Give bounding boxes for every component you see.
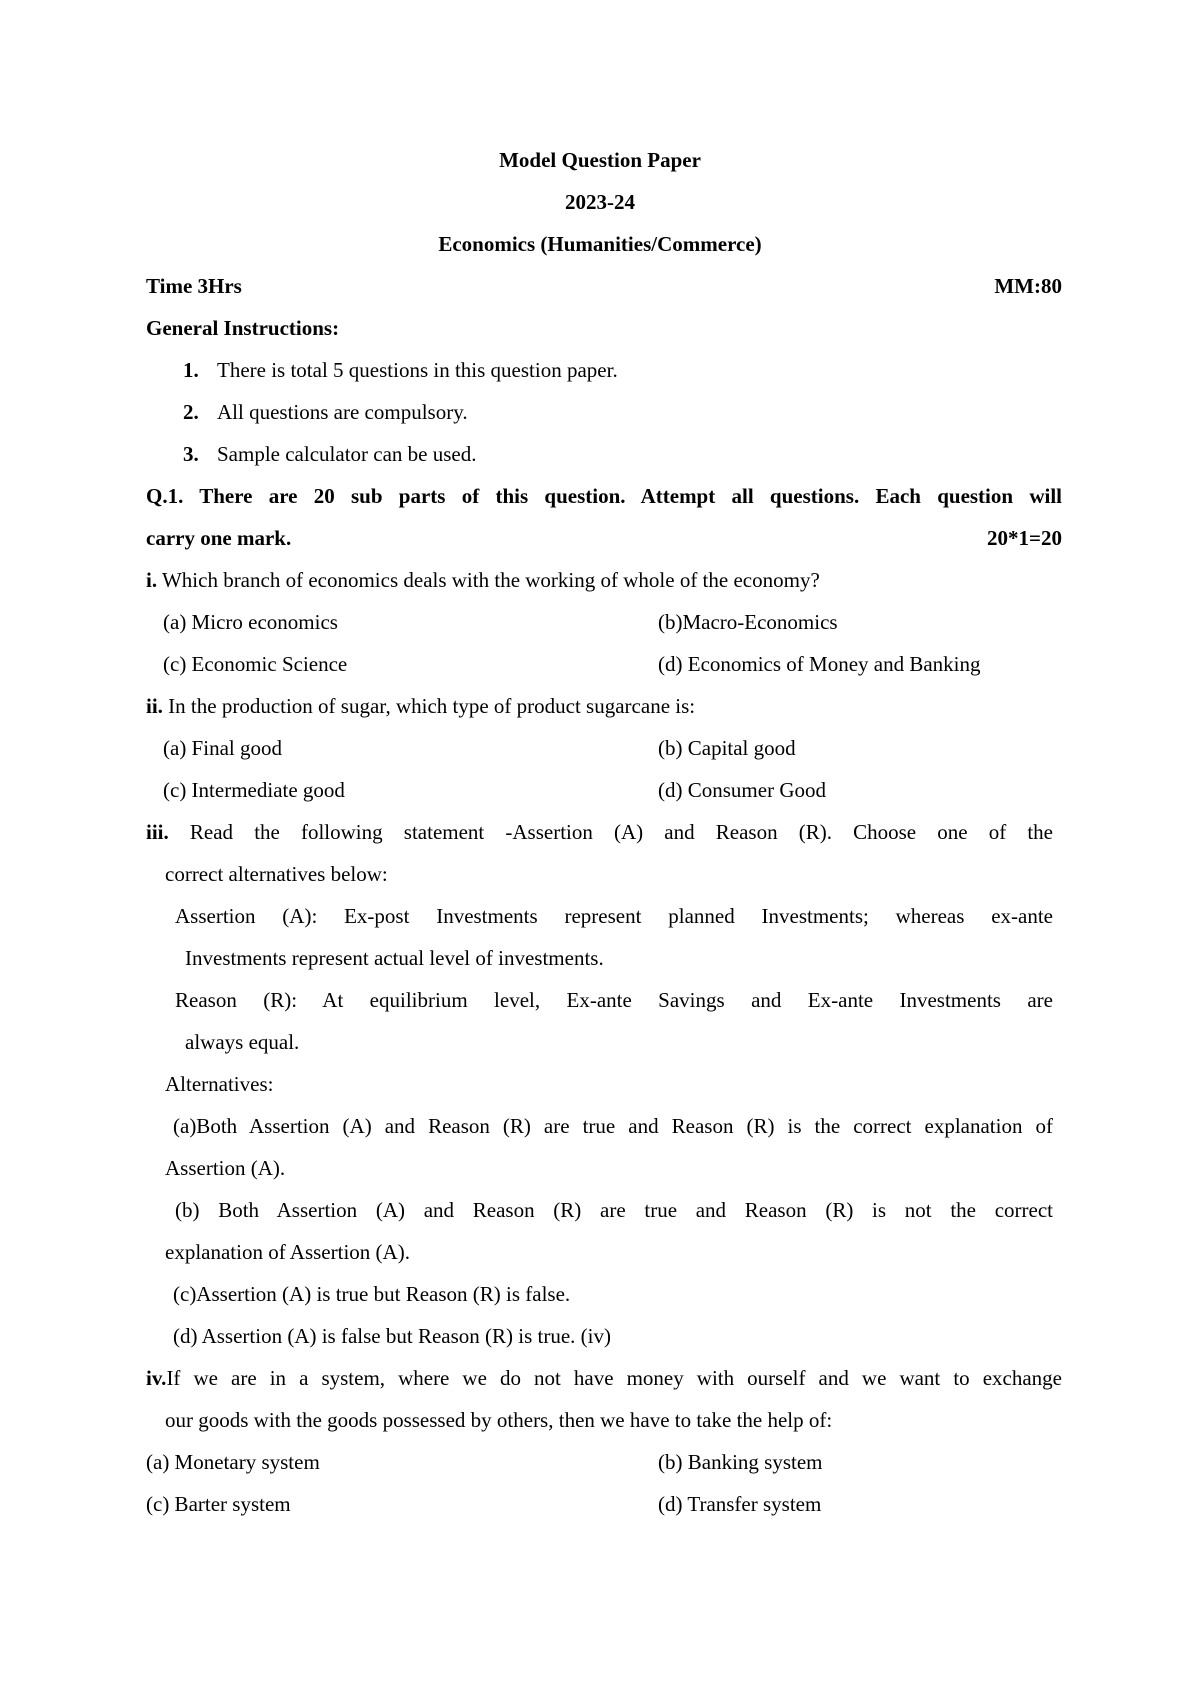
option-i-d: (d) Economics of Money and Banking (658, 652, 981, 676)
paper-title: Model Question Paper (499, 148, 701, 172)
instruction-item (183, 440, 476, 468)
option-iv-c: (c) Barter system (146, 1492, 291, 1516)
paper-year: 2023-24 (565, 190, 635, 214)
alternative-d: (d) Assertion (A) is false but Reason (R) is true. (iv) (173, 1324, 611, 1348)
question-iv-line2: our goods with the goods possessed by others, then we have to take the help of: (165, 1408, 833, 1432)
instruction-text: All questions are compulsory. (217, 400, 468, 424)
question-label: ii. (146, 694, 163, 718)
time-marks-row (146, 272, 1062, 300)
option-iv-a: (a) Monetary system (146, 1450, 320, 1474)
paper-subject: Economics (Humanities/Commerce) (438, 232, 762, 256)
question-iii-line2: correct alternatives below: (165, 862, 388, 886)
option-ii-d: (d) Consumer Good (658, 778, 826, 802)
question-iv (146, 1364, 1062, 1392)
alternative-c: (c)Assertion (A) is true but Reason (R) is false. (173, 1282, 571, 1306)
instruction-text: Sample calculator can be used. (217, 442, 477, 466)
option-i-b: (b)Macro-Economics (658, 610, 838, 634)
alternative-a-line2: Assertion (A). (165, 1156, 286, 1180)
instruction-item (183, 398, 468, 426)
q1-marks: 20*1=20 (987, 526, 1062, 550)
option-i-c: (c) Economic Science (163, 652, 348, 676)
question-label: i. (146, 568, 158, 592)
instruction-number: 3. (183, 442, 199, 466)
option-iv-b: (b) Banking system (658, 1450, 823, 1474)
assertion-line2: Investments represent actual level of investments. (185, 946, 604, 970)
time-allowed: Time 3Hrs (146, 274, 242, 298)
q1-heading-text: carry one mark. (146, 526, 292, 550)
assertion-line1: Assertion (A): Ex-post Investments represent planned Investments; whereas ex-ante (175, 904, 1053, 928)
question-text: If we are in a system, where we do not have money with ourself and we want to exchange (166, 1366, 1062, 1390)
alternative-a-line1: (a)Both Assertion (A) and Reason (R) are true and Reason (R) is the correct explanation of (173, 1114, 1053, 1138)
instruction-number: 1. (183, 358, 199, 382)
question-iii (146, 818, 1053, 846)
question-label: iv. (146, 1366, 167, 1390)
option-ii-a: (a) Final good (163, 736, 282, 760)
q1-heading-line2 (146, 524, 1062, 552)
alternative-b-line2: explanation of Assertion (A). (165, 1240, 410, 1264)
option-i-a: (a) Micro economics (163, 610, 338, 634)
max-marks: MM:80 (994, 274, 1062, 298)
alternatives-heading: Alternatives: (165, 1072, 274, 1096)
instruction-item (183, 356, 618, 384)
question-text: Which branch of economics deals with the working of whole of the economy? (157, 568, 820, 592)
question-i (146, 566, 820, 594)
instruction-text: There is total 5 questions in this question paper. (217, 358, 618, 382)
reason-line1: Reason (R): At equilibrium level, Ex-ante Savings and Ex-ante Investments are (175, 988, 1053, 1012)
question-ii (146, 692, 695, 720)
instructions-heading: General Instructions: (146, 316, 340, 340)
question-text: In the production of sugar, which type of product sugarcane is: (162, 694, 696, 718)
question-label: iii. (146, 820, 169, 844)
option-iv-d: (d) Transfer system (658, 1492, 822, 1516)
instruction-number: 2. (183, 400, 199, 424)
option-ii-b: (b) Capital good (658, 736, 796, 760)
option-ii-c: (c) Intermediate good (163, 778, 345, 802)
reason-line2: always equal. (185, 1030, 300, 1054)
q1-heading-line1: Q.1. There are 20 sub parts of this question. Attempt all questions. Each question will (146, 484, 1062, 508)
alternative-b-line1: (b) Both Assertion (A) and Reason (R) are true and Reason (R) is not the correct (175, 1198, 1053, 1222)
question-text: Read the following statement -Assertion (A) and Reason (R). Choose one of the (168, 820, 1053, 844)
